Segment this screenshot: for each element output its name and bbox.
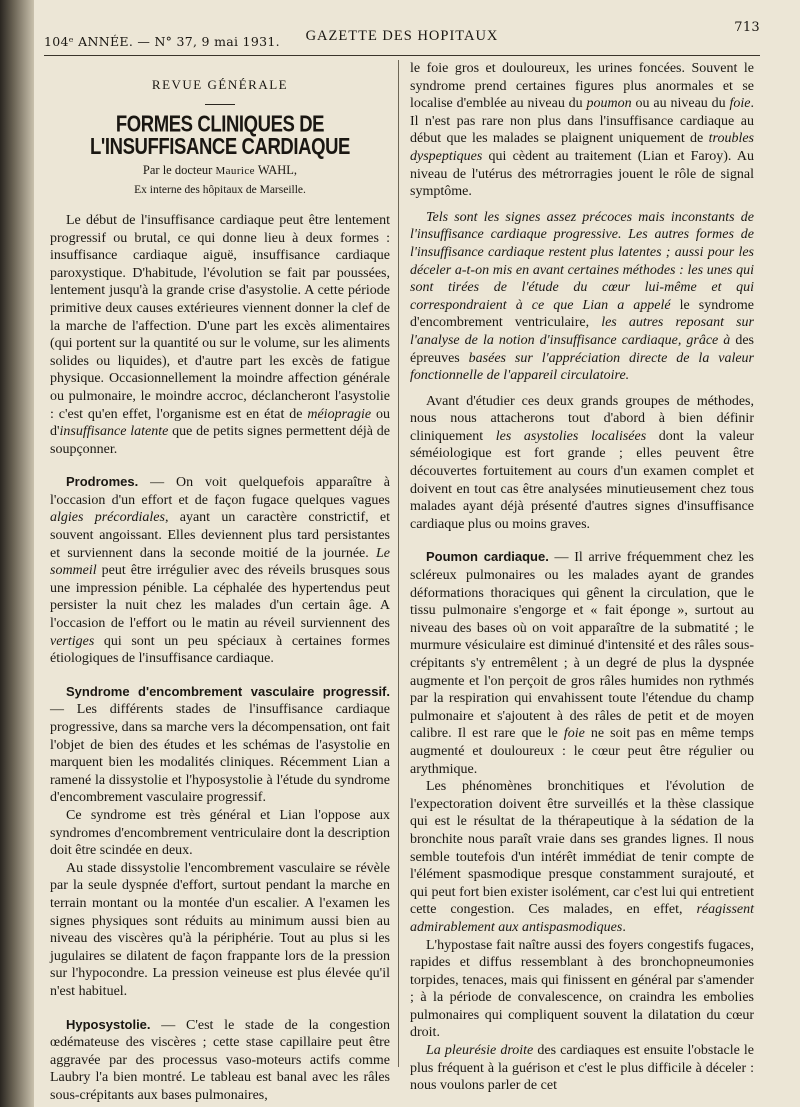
issue-info: 104ᵉ ANNÉE. — N° 37, 9 mai 1931. [44, 34, 280, 49]
rubric-rule [205, 104, 235, 105]
author-last-name: WAHL, [257, 162, 298, 177]
byline-prefix: Par le docteur [142, 162, 213, 177]
paragraph: Tels sont les signes assez précoces mais inconstants de l'insuffisance cardiaque progressive. Les autres formes de l'insuffisance cardiaque restent plus latentes ; aussi pour les déceler a-t-on mis en avant certaines méthodes : les unes qui sont tirées de l'étude du cœur lui-même et qui correspondraient à ce que Lian a appelé le syndrome d'encombrement ventriculaire, les autres reposant sur l'analyse de la notion d'insuffisance cardiaque, grâce à des épreuves basées sur l'appréciation directe de la valeur fonctionnelle de l'appareil circulatoire. [410, 209, 754, 384]
paragraph: Syndrome d'encombrement vasculaire progressif. — Les différents stades de l'insuffisance cardiaque progressive, dans sa marche vers la décompensation, ont fait l'objet de bien des études et les schémas de l'asystolie en marquent bien les modalités cliniques. Récemment Lian a ramené la dissystolie et l'hyposystolie à l'étude du syndrome d'encombrement vasculaire progressif. [50, 683, 390, 806]
paragraph: Hyposystolie. — C'est le stade de la congestion œdémateuse des viscères ; cette stase capillaire peut être aggravée par des processus vaso-moteurs actifs comme Laubry l'a bien montré. Le tableau est banal avec les râles sous-crépitants aux bases pulmonaires, [50, 1016, 390, 1103]
left-column [50, 66, 390, 1104]
page-number: 713 [734, 20, 760, 35]
page-binding-edge [0, 0, 34, 1107]
paragraph: Au stade dissystolie l'encombrement vasculaire se révèle par la seule dyspnée d'effort, surtout pendant la marche en terrain montant ou la montée d'un escalier. A l'examen les signes physiques sont réduits au minimum aussi bien au niveau des viscères qu'à la périphérie. Tout au plus si les jugulaires se dilatent de façon frappante lors de la pression sur l'hypocondre. La pression veineuse est plus élevée qu'il n'est habituel. [50, 860, 390, 999]
right-column [410, 60, 754, 1095]
section-heading: Poumon cardiaque. [426, 549, 549, 565]
article-byline [50, 162, 390, 181]
paragraph: L'hypostase fait naître aussi des foyers congestifs fugaces, rapides et diffus ressemblant à des bronchopneumonies torpides, tenaces, mais qui finissent en général par s'amender ; à la période de convalescence, on craindra les embolies pulmonaires qui compliquent souvent la dilatation du cœur droit. [410, 937, 754, 1041]
section-heading: Syndrome d'encombrement vasculaire progressif. [66, 683, 390, 699]
paragraph: Prodromes. — On voit quelquefois apparaître à l'occasion d'un effort et de façon fugace quelques vagues algies précordiales, ayant un caractère constrictif, et souvent angoissant. Elles deviennent plus tard persistantes et surviennent dans la seconde moitié de la journée. Le sommeil peut être irrégulier avec des réveils brusques sous une impression pénible. La céphalée des hypertendus peut persister la nuit chez les malades d'un certain âge. A l'occasion de l'effort ou le matin au réveil surviennent des vertiges qui sont un peu spéciaux à certaines formes étiologiques de l'insuffisance cardiaque. [50, 474, 390, 667]
paragraph: Poumon cardiaque. — Il arrive fréquemment chez les scléreux pulmonaires ou les malades ayant de grandes déformations thoraciques qui gênent la circulation, que le tissu pulmonaire s'engorge et « fait éponge », surtout au niveau des bases où on voit apparaître de la submatité ; le murmure vésiculaire est diminué d'intensité et des râles sous-crépitants s'y entremêlent ; à un degré de plus la dyspnée augmente et l'on perçoit de gros râles humides non rythmés par la respiration qui envahissent toute l'étendue du champ pulmonaire et s'ajoutent à des râles de petit et de moyen calibre. Il est rare que le foie ne soit pas en même temps augmenté et douloureux : le cœur peut être régulier ou arythmique. [410, 549, 754, 777]
paragraph: le foie gros et douloureux, les urines foncées. Souvent le syndrome prend certaines figures plus anormales et se localise d'emblée au niveau du poumon ou au niveau du foie. Il n'est pas rare non plus dans l'insuffisance cardiaque au début que les malades se plaignent uniquement de troubles dyspeptiques qui cèdent au traitement (Lian et Faroy). Au niveau de l'utérus des métrorragies jouent le rôle de signal symptôme. [410, 61, 755, 200]
paragraph: Les phénomènes bronchitiques et l'évolution de l'expectoration doivent être surveillés et la thèse classique qui est le résultat de la thérapeutique à la sédation de la bronchite nous paraît vraie dans ses grandes lignes. Il nous semble toutefois d'un intérêt immédiat de tenir compte de l'élément spasmodique presque constamment surajouté, et qui peut fort bien exister isolément, car c'est lui qui entretient cette congestion. Ces malades, en effet, réagissent admirablement aux antispasmodiques. [410, 779, 754, 935]
paragraph: Avant d'étudier ces deux grands groupes de méthodes, nous nous attacherons tout d'abord à bien définir cliniquement les asystolies localisées dont la valeur séméiologique est fort grande ; elles peuvent être découvertes fortuitement au cours d'un examen complet et doivent en tout cas être analysées minutieusement chez tous malades ayant déjà présenté d'autres signes d'insuffisance cardiaque plus ou moins graves. [410, 393, 755, 532]
author-affiliation: Ex interne des hôpitaux de Marseille. [134, 184, 306, 197]
column-separator [398, 60, 399, 1067]
running-header [44, 20, 760, 50]
section-rubric: REVUE GÉNÉRALE [151, 77, 289, 92]
journal-title: GAZETTE DES HOPITAUX [305, 28, 499, 44]
section-heading: Hyposystolie. [66, 1016, 151, 1032]
header-rule [44, 55, 760, 56]
paragraph: Ce syndrome est très général et Lian l'oppose aux syndromes d'encombrement ventriculaire dont la description doit être scindée en deux. [50, 807, 390, 859]
paragraph: La pleurésie droite des cardiaques est ensuite l'obstacle le plus fréquent à la guérison et c'est le plus difficile à déceler : nous voulons parler de cet [410, 1043, 755, 1094]
paragraph: Le début de l'insuffisance cardiaque peut être lentement progressif ou brutal, ce qui donne lieu à deux formes : insuffisance cardiaque aiguë, insuffisance cardiaque paroxystique. D'habitude, l'évolution se fait par poussées, lentement jusqu'à la grande crise d'asystolie. A cette période primitive deux causes extérieures viennent donner la clef de la marche de l'affection. D'une part les excès alimentaires (qui portent sur la quantité ou sur le volume, sur les aliments solides ou liquides), et d'autre part les excès de fatigue physique. Occasionnellement la moindre affection générale ou pulmonaire, le moindre accroc, déclancheront l'asystolie : c'est qu'en effet, l'organisme est en état de méiopragie ou d'insuffisance latente que de petits signes permettent déjà de soupçonner. [50, 212, 391, 457]
article-title: FORMES CLINIQUES DE L'INSUFFISANCE CARDIAQUE [90, 109, 350, 158]
author-first-name: Maurice [215, 164, 255, 177]
section-heading: Prodromes. [66, 474, 139, 490]
